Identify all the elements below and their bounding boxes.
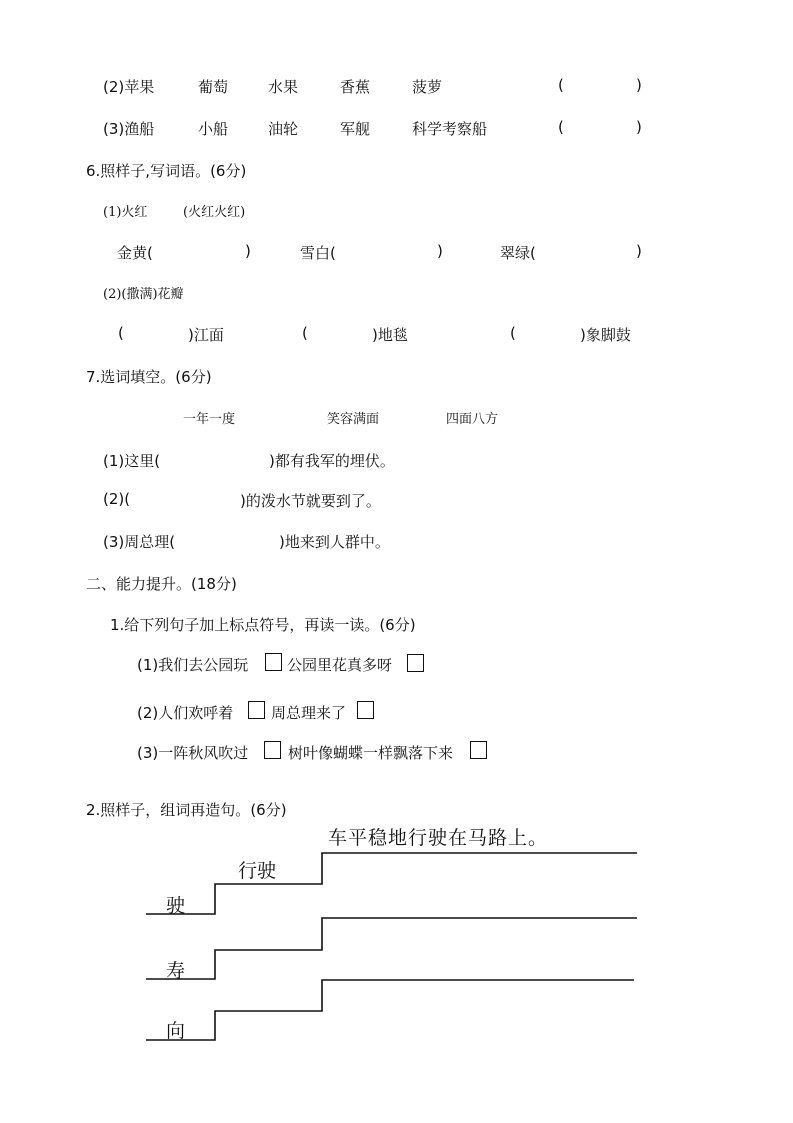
word-option: 四面八方: [446, 412, 499, 427]
sentence-part: (3)一阵秋风吹过: [137, 744, 249, 762]
sentence-part: 周总理来了: [271, 704, 347, 722]
blank-close: ): [636, 242, 642, 260]
sentence-part: 公园里花真多呀: [287, 656, 393, 674]
q5-row3-item: 科学考察船: [412, 120, 488, 138]
q5-row3-item: (3)渔船: [103, 120, 155, 138]
blank-label: )江面: [188, 326, 224, 344]
q7-sentence1-end: )都有我军的埋伏。: [269, 452, 395, 470]
blank-label: 金黄(: [117, 244, 153, 262]
answer-paren-close: ): [636, 76, 642, 94]
sentence-part: (1)我们去公园玩: [137, 656, 249, 674]
q7-title: 7.选词填空。(6分): [86, 368, 212, 386]
q6-example1: (1)火红: [103, 205, 148, 220]
blank-open: (: [302, 324, 308, 342]
q7-sentence2-start: (2)(: [103, 490, 131, 508]
p2-q1-title: 1.给下列句子加上标点符号，再读一读。(6分): [110, 616, 416, 634]
char-prompt: 驶: [166, 895, 186, 917]
blank-label: 翠绿(: [500, 244, 536, 262]
q6-example2: (2)(撒满)花瓣: [103, 287, 184, 302]
answer-paren-close: ): [636, 118, 642, 136]
q5-row2-item: 水果: [268, 78, 299, 96]
q7-sentence1-start: (1)这里(: [103, 452, 161, 470]
char-prompt: 寿: [166, 960, 186, 982]
section-title: 二、能力提升。(18分): [86, 575, 237, 593]
q5-row2-item: 葡萄: [198, 78, 229, 96]
q5-row3-item: 小船: [198, 120, 229, 138]
example-word: 行驶: [238, 860, 277, 882]
word-option: 笑容满面: [327, 412, 380, 427]
blank-label: )象脚鼓: [580, 326, 631, 344]
q7-sentence3-start: (3)周总理(: [103, 533, 176, 551]
blank-close: ): [245, 242, 251, 260]
q7-sentence2-end: )的泼水节就要到了。: [240, 492, 381, 510]
q5-row2-item: 香蕉: [340, 78, 371, 96]
q7-sentence3-end: )地来到人群中。: [279, 533, 390, 551]
stair-line-3: [146, 980, 634, 1040]
q5-row3-item: 油轮: [268, 120, 299, 138]
answer-paren-open: (: [558, 118, 564, 136]
q6-title: 6.照样子,写词语。(6分): [86, 162, 247, 180]
q6-example1-answer: (火红火红): [183, 205, 246, 220]
q5-row2-item: 菠萝: [412, 78, 443, 96]
q5-row2-item: (2)苹果: [103, 78, 155, 96]
p2-q2-title: 2.照样子，组词再造句。(6分): [86, 801, 287, 819]
stair-line-1: [146, 853, 637, 914]
answer-paren-open: (: [558, 76, 564, 94]
sentence-part: (2)人们欢呼着: [137, 704, 234, 722]
stair-line-2: [146, 918, 637, 979]
blank-open: (: [118, 324, 124, 342]
q5-row3-item: 军舰: [340, 120, 371, 138]
blank-label: 雪白(: [300, 244, 336, 262]
blank-label: )地毯: [372, 326, 408, 344]
example-sentence: 车平稳地行驶在马路上。: [328, 827, 549, 849]
blank-open: (: [510, 324, 516, 342]
word-option: 一年一度: [183, 412, 236, 427]
sentence-part: 树叶像蝴蝶一样飘落下来: [288, 744, 454, 762]
blank-close: ): [437, 242, 443, 260]
char-prompt: 向: [166, 1020, 186, 1042]
